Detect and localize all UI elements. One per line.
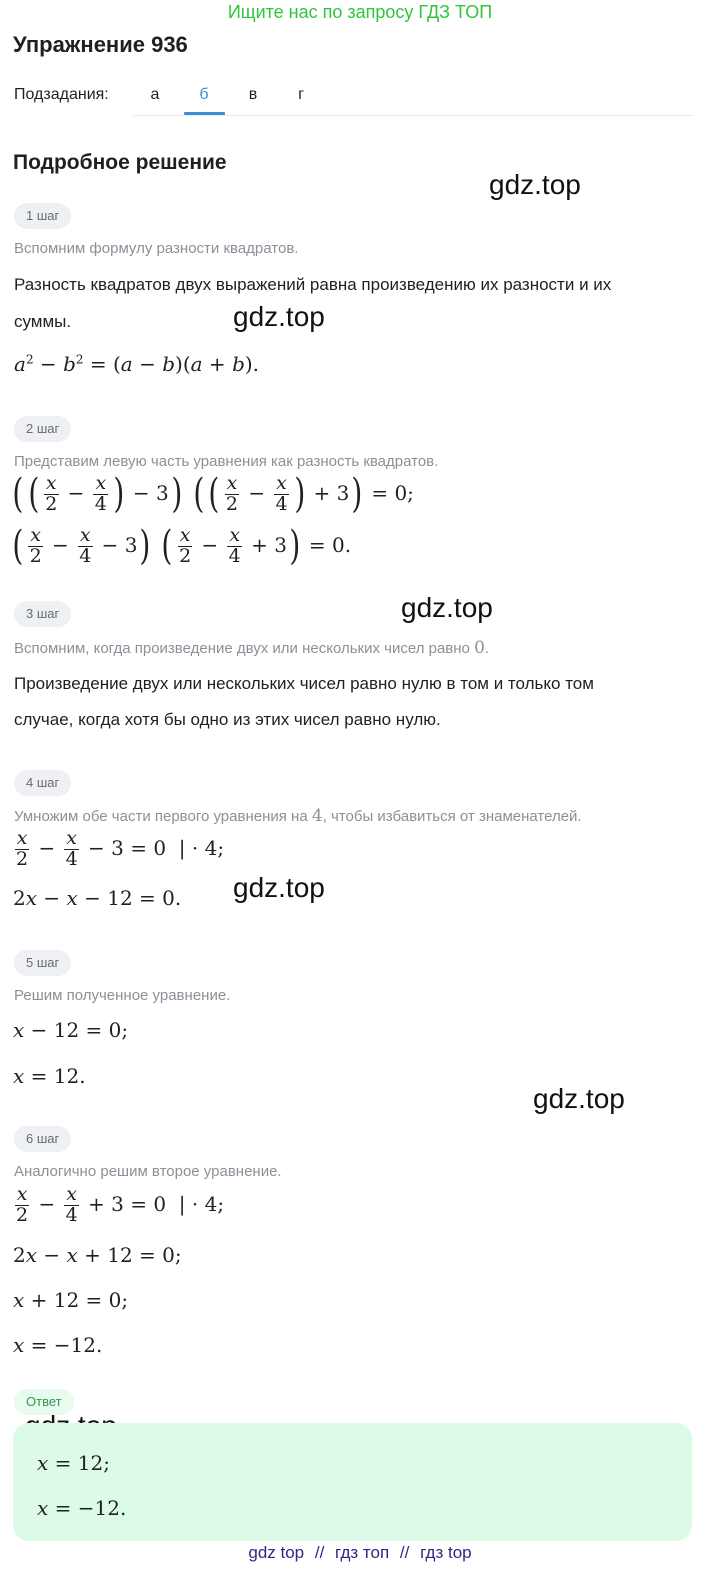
watermark: gdz.top [233,301,325,332]
formula: $\frac{x}{2}$ − $\frac{x}{4}$ + 3 = 0 | · 4; [16,1183,225,1226]
tab-subtask-g[interactable]: г [298,86,304,103]
tab-subtask-b[interactable]: б [199,86,209,103]
footer-links [0,1543,720,1563]
footer-separator: // [399,1543,410,1562]
formula: ( ( $\frac{x}{2}$ − $\frac{x}{4}$ ) − 3) ( ( $\frac{x}{2}$ − $\frac{x}{4}$ ) + 3) = 0; [12,471,414,518]
step-badge: 3 шаг [14,601,71,627]
hint-end: . [484,640,490,657]
answer-formula: x = −12. [37,1496,127,1520]
section-title: Подробное решение [13,151,227,174]
watermark: gdz.top [489,169,581,200]
step-hint [14,638,489,658]
subtasks-divider [134,115,692,116]
formula: $\frac{x}{2}$ − $\frac{x}{4}$ − 3 = 0 | · 4; [16,827,225,870]
formula: $a^2 - b^2 = (a - b)(a + b)$. [14,352,260,376]
step-badge: 6 шаг [14,1126,71,1152]
watermark: gdz.top [401,592,493,623]
footer-link[interactable]: гдз top [420,1543,472,1562]
page-title: Упражнение 936 [13,32,188,57]
search-promo-banner[interactable]: Ищите нас по запросу ГДЗ ТОП [227,2,493,22]
step-hint-text: Умножим обе части первого уравнения на [14,808,308,825]
formula: x − 12 = 0; [13,1018,129,1042]
formula: x = −12. [13,1333,103,1357]
step-hint: Представим левую часть уравнения как разность квадратов. [14,453,439,470]
step-text: Произведение двух или нескольких чисел равно нулю в том и только том [14,674,594,693]
step-badge: 2 шаг [14,416,71,442]
formula: ( $\frac{x}{2}$ − $\frac{x}{4}$ − 3) ( $\frac{x}{2}$ − $\frac{x}{4}$ + 3) = 0. [12,523,352,570]
hint-number: 4 [311,806,323,826]
step-text: суммы. [14,312,72,331]
footer-link[interactable]: гдз топ [335,1543,390,1562]
tab-subtask-a[interactable]: а [150,86,160,103]
watermark: gdz.top [233,872,325,903]
answer-box [13,1423,692,1541]
step-hint [14,806,582,826]
formula: x + 12 = 0; [13,1288,129,1312]
step-badge: 4 шаг [14,770,71,796]
watermark: gdz.top [533,1083,625,1114]
step-hint: Аналогично решим второе уравнение. [14,1163,282,1180]
step-text: случае, когда хотя бы одно из этих чисел равно нулю. [14,710,441,729]
footer-separator: // [314,1543,325,1562]
step-hint-text: Вспомним, когда произведение двух или нескольких чисел равно [14,640,470,657]
hint-number: 0 [474,638,485,658]
formula: 2x − x − 12 = 0. [13,886,182,910]
tab-subtask-v[interactable]: в [248,86,258,103]
answer-badge: Ответ [14,1389,74,1415]
step-hint: Решим полученное уравнение. [14,987,231,1004]
formula: x = 12. [13,1064,86,1088]
active-tab-indicator [184,112,225,115]
step-hint: Вспомним формулу разности квадратов. [14,240,299,257]
hint-end: , чтобы избавиться от знаменателей. [322,808,582,825]
step-badge: 1 шаг [14,203,71,229]
step-text: Разность квадратов двух выражений равна произведению их разности и их [14,275,612,294]
footer-link[interactable]: gdz top [248,1543,305,1562]
answer-formula: x = 12; [37,1451,110,1475]
subtasks-label: Подзадания: [14,86,109,103]
formula: 2x − x + 12 = 0; [13,1243,182,1267]
step-badge: 5 шаг [14,950,71,976]
